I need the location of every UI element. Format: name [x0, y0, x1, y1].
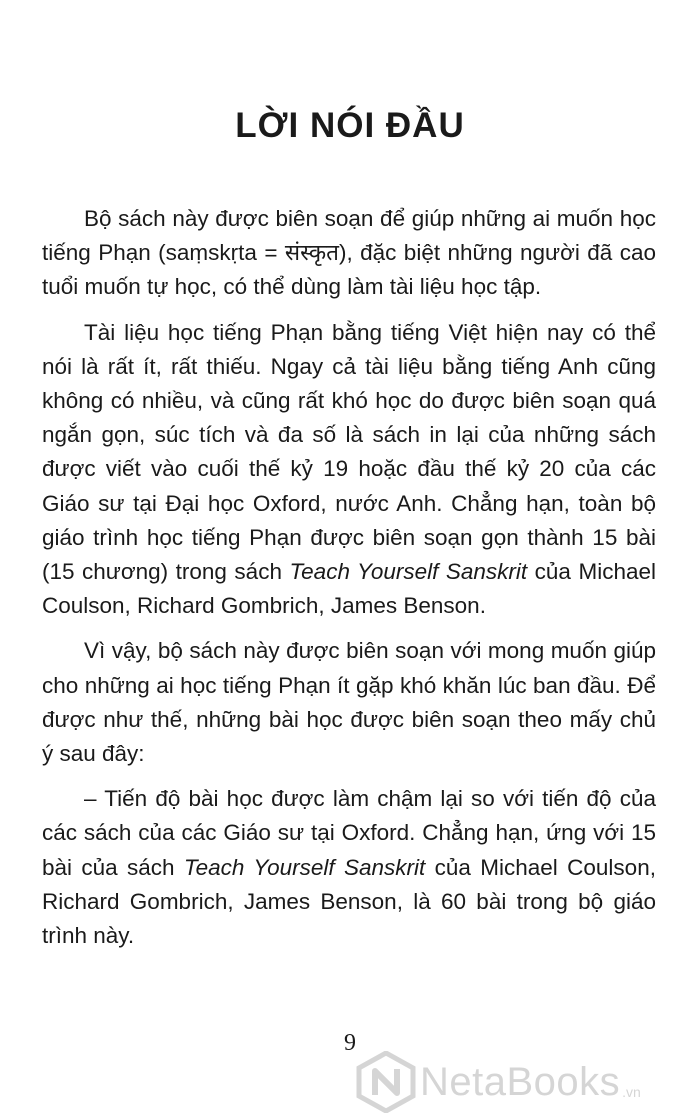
body-text — [42, 202, 656, 964]
netabooks-logo-icon — [356, 1051, 416, 1113]
paragraph-1: Bộ sách này được biên soạn để giúp những ai muốn học tiếng Phạn (saṃskṛta = संस्कृत), đặc biệt những người đã cao tuổi muốn tự học, có thể dùng làm tài liệu học tập. — [42, 206, 656, 300]
watermark-suffix: .vn — [622, 1084, 641, 1100]
book-title: Teach Yourself Sanskrit — [289, 559, 528, 585]
watermark — [356, 1050, 641, 1114]
watermark-text: NetaBooks — [420, 1059, 621, 1104]
paragraph-4-end: của Michael Coulson, Richard Gombrich, James Benson, là 60 bài trong bộ giáo trình này. — [42, 854, 656, 949]
paragraph-2-end: của Michael Coulson, Richard Gombrich, James Benson. — [42, 559, 656, 619]
page-number: 9 — [344, 1030, 356, 1056]
page-title: LỜI NÓI ĐẦU — [235, 106, 465, 145]
paragraph-4 — [42, 782, 656, 953]
paragraph-3: Vì vậy, bộ sách này được biên soạn với mong muốn giúp cho những ai học tiếng Phạn ít gặp khó khăn lúc ban đầu. Để được như thế, những bài học được biên soạn theo mấy chủ ý sau đây: — [42, 638, 656, 767]
book-title: Teach Yourself Sanskrit — [183, 854, 426, 880]
paragraph-2 — [42, 316, 656, 624]
paragraph-4-text: – Tiến độ bài học được làm chậm lại so với tiến độ của các sách của các Giáo sư tại Oxford. Chẳng hạn, ứng với 15 bài của sách — [42, 786, 656, 880]
paragraph-2-text: Tài liệu học tiếng Phạn bằng tiếng Việt hiện nay có thể nói là rất ít, rất thiếu. Ngay cả tài liệu bằng tiếng Anh cũng không có nhiều, và cũng rất khó học do được biên soạn quá ngắn gọn, súc tích và đa số là sách in lại của những sách được viết vào cuối thế kỷ 19 hoặc đầu thế kỷ 20 của các Giáo sư tại Đại học Oxford, nước Anh. Chẳng hạn, toàn bộ giáo trình học tiếng Phạn được biên soạn gọn thành 15 bài (15 chương) trong sách — [42, 319, 656, 585]
